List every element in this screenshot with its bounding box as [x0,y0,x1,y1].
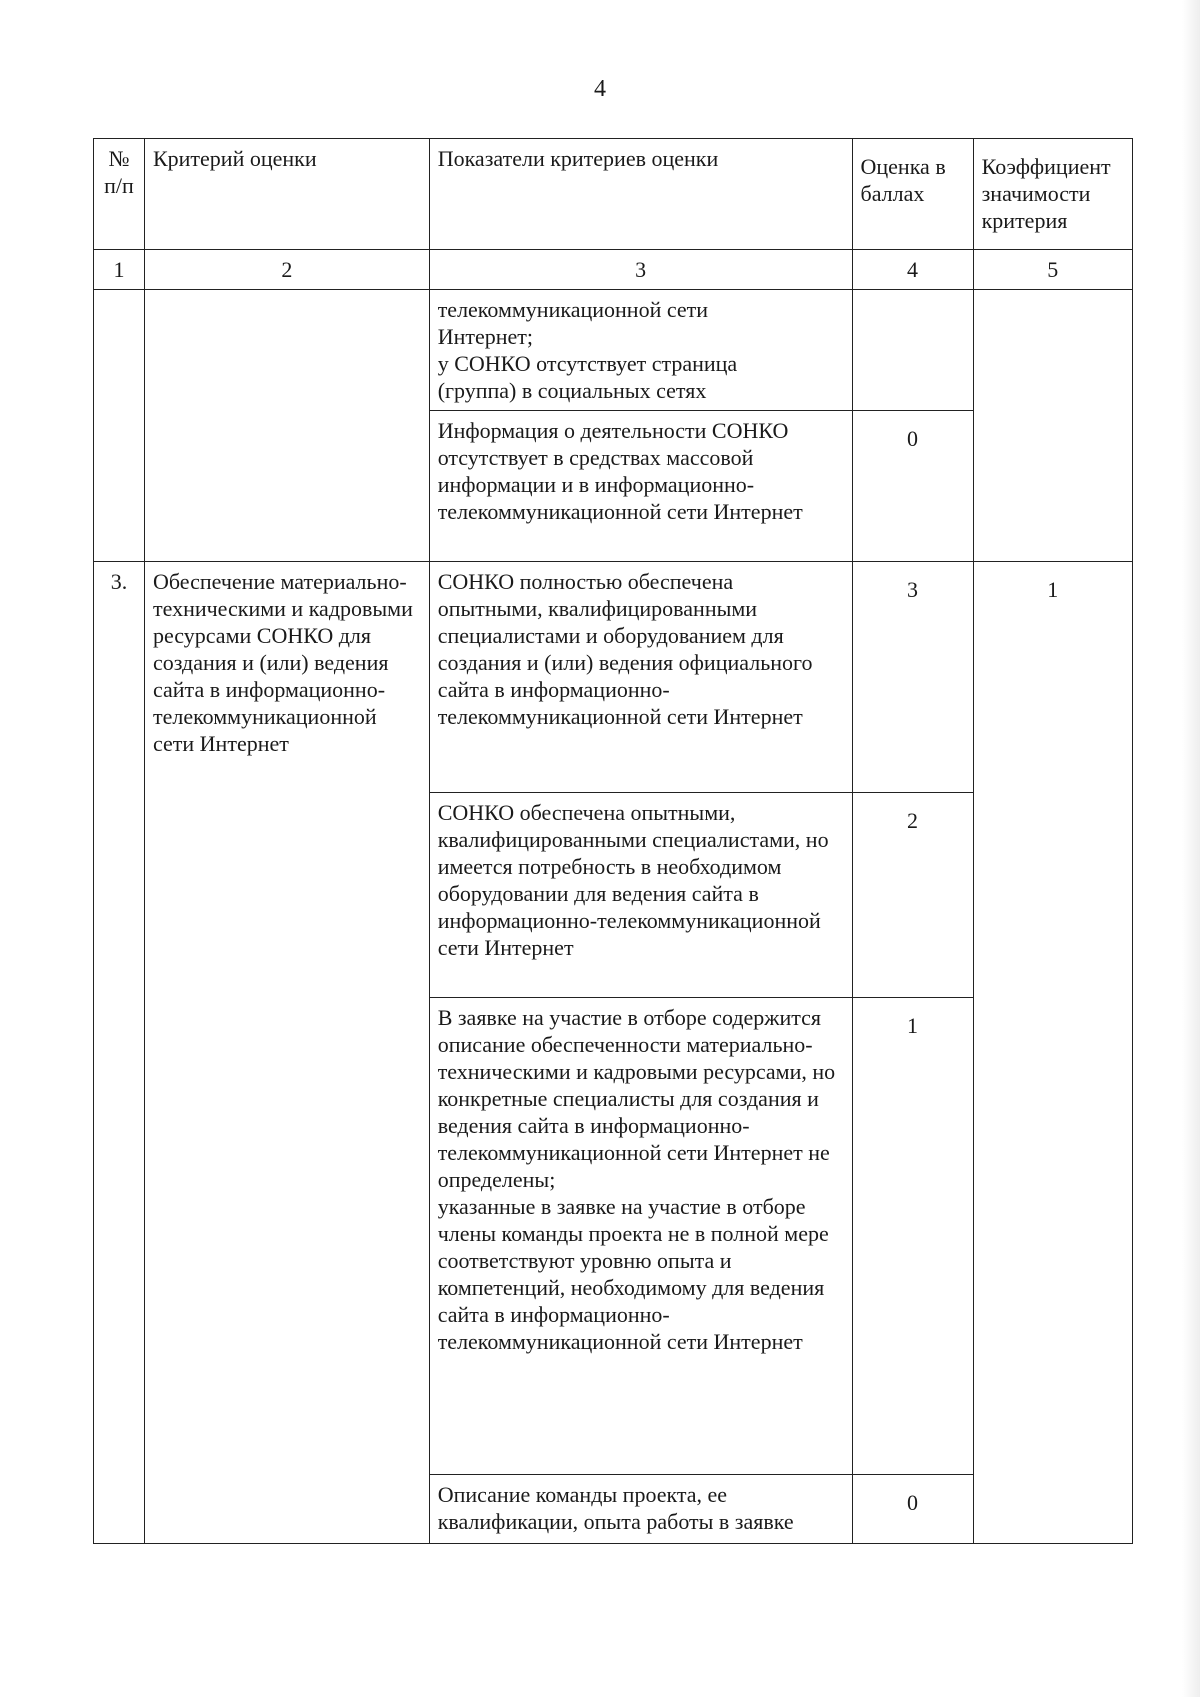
criteria-table [93,138,1133,1544]
score-cell: 0 [852,1475,973,1544]
column-number: 5 [973,250,1132,290]
indicator-text: Описание команды проекта, ее квалификации, опыта работы в заявке [429,1475,852,1544]
criterion-name: Обеспечение материально-техническими и кадровыми ресурсами СОНКО для создания и (или) ведения сайта в информационно-телекоммуникационной сети Интернет [144,562,429,1544]
column-number-row [94,250,1133,290]
score-cell [852,290,973,411]
indicator-text: СОНКО полностью обеспечена опытными, квалифицированными специалистами и оборудованием для создания и (или) ведения официального сайта в информационно-телекоммуникационной сети Интернет [429,562,852,793]
header-indicators: Показатели критериев оценки [429,139,852,250]
header-criterion: Критерий оценки [144,139,429,250]
column-number: 3 [429,250,852,290]
scan-edge [1182,0,1200,1697]
criterion-number: 3. [94,562,145,1544]
indicator-text: Информация о деятельности СОНКО отсутствует в средствах массовой информации и в информационно-телекоммуникационной сети Интернет [429,411,852,562]
header-coefficient: Коэффициент значимости критерия [973,139,1132,250]
score-cell: 2 [852,793,973,998]
score-cell: 0 [852,411,973,562]
empty-number-cell [94,290,145,562]
score-cell: 1 [852,998,973,1475]
indicator-text: СОНКО обеспечена опытными, квалифицированными специалистами, но имеется потребность в необходимом оборудовании для ведения сайта в информационно-телекоммуникационной сети Интернет [429,793,852,998]
score-cell: 3 [852,562,973,793]
table-row [94,562,1133,793]
header-score: Оценка в баллах [852,139,973,250]
column-number: 1 [94,250,145,290]
table-header-row [94,139,1133,250]
table-row [94,290,1133,411]
indicator-text: телекоммуникационной сети Интернет; у СОНКО отсутствует страница (группа) в социальных сетях [429,290,852,411]
indicator-text: В заявке на участие в отборе содержится описание обеспеченности материально-техническими и кадровыми ресурсами, но конкретные специалисты для создания и ведения сайта в информационно-телекоммуникационной сети Интернет не определены; указанные в заявке на участие в отборе члены команды проекта не в полной мере соответствуют уровню опыта и компетенций, необходимому для ведения сайта в информационно-телекоммуникационной сети Интернет [429,998,852,1475]
column-number: 4 [852,250,973,290]
column-number: 2 [144,250,429,290]
page-number: 4 [594,76,606,102]
empty-coefficient-cell [973,290,1132,562]
header-number: № п/п [94,139,145,250]
coefficient-cell: 1 [973,562,1132,1544]
empty-criterion-cell [144,290,429,562]
